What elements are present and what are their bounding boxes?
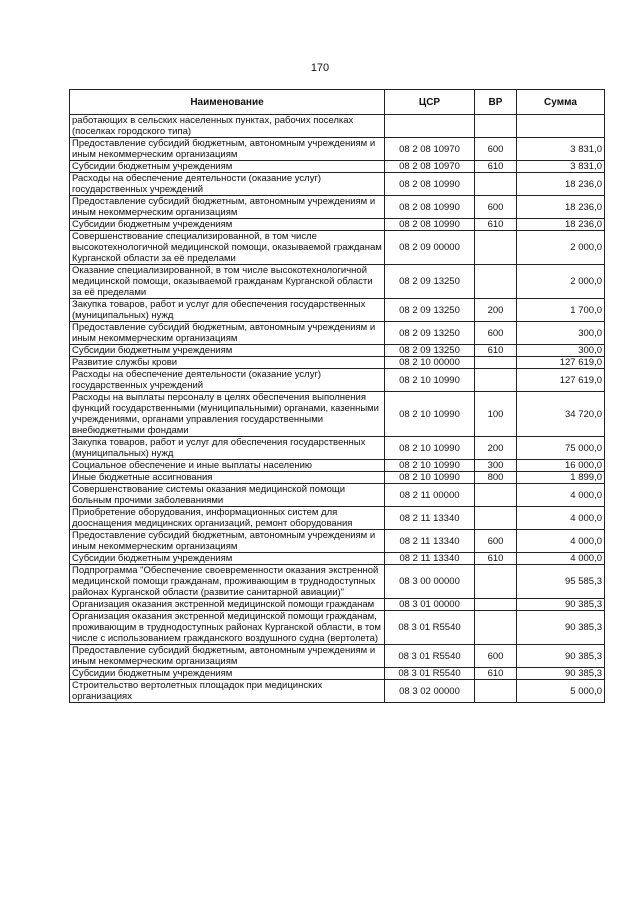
cell-name: Предоставление субсидий бюджетным, автономным учреждениям и иным некоммерческим организациям [70, 530, 385, 553]
cell-sum: 3 831,0 [517, 161, 605, 173]
cell-sum: 4 000,0 [517, 530, 605, 553]
cell-csr: 08 2 11 13340 [385, 507, 475, 530]
cell-name: Предоставление субсидий бюджетным, автономным учреждениям и иным некоммерческим организациям [70, 138, 385, 161]
cell-name: Организация оказания экстренной медицинской помощи гражданам, проживающим в труднодоступных районах Курганской области, в том числе с использованием гражданского воздушного судна (вертолета) [70, 611, 385, 645]
cell-csr: 08 2 10 00000 [385, 357, 475, 369]
cell-name: Оказание специализированной, в том числе высокотехнологичной медицинской помощи, оказываемой гражданам Курганской области за её пределами [70, 265, 385, 299]
cell-name: Подпрограмма "Обеспечение своевременности оказания экстренной медицинской помощи гражданам, проживающим в труднодоступных районах Курганской области (развитие санитарной авиации)" [70, 565, 385, 599]
table-row [70, 115, 605, 138]
cell-sum: 5 000,0 [517, 680, 605, 703]
cell-csr: 08 2 11 13340 [385, 553, 475, 565]
cell-name: Совершенствование системы оказания медицинской помощи больным прочими заболеваниями [70, 484, 385, 507]
cell-csr: 08 2 09 13250 [385, 299, 475, 322]
cell-vr [475, 115, 517, 138]
table-row [70, 161, 605, 173]
cell-csr: 08 2 10 10990 [385, 460, 475, 472]
cell-name: Развитие службы крови [70, 357, 385, 369]
cell-vr [475, 231, 517, 265]
cell-csr: 08 3 01 R5540 [385, 668, 475, 680]
cell-vr [475, 599, 517, 611]
cell-csr: 08 3 01 R5540 [385, 645, 475, 668]
cell-name: работающих в сельских населенных пунктах, рабочих поселках (поселках городского типа) [70, 115, 385, 138]
table-row [70, 599, 605, 611]
cell-sum: 4 000,0 [517, 553, 605, 565]
cell-sum: 34 720,0 [517, 392, 605, 437]
cell-vr: 610 [475, 161, 517, 173]
cell-csr: 08 2 08 10990 [385, 219, 475, 231]
cell-csr: 08 3 01 R5540 [385, 611, 475, 645]
table-row [70, 530, 605, 553]
cell-csr: 08 2 08 10990 [385, 196, 475, 219]
cell-vr: 610 [475, 345, 517, 357]
cell-name: Закупка товаров, работ и услуг для обеспечения государственных (муниципальных) нужд [70, 437, 385, 460]
table-row [70, 345, 605, 357]
table-row [70, 392, 605, 437]
table-row [70, 460, 605, 472]
cell-sum: 18 236,0 [517, 173, 605, 196]
table-body [70, 115, 605, 703]
cell-csr: 08 3 01 00000 [385, 599, 475, 611]
table-row [70, 472, 605, 484]
cell-sum: 90 385,3 [517, 668, 605, 680]
table-row [70, 565, 605, 599]
page-number: 170 [310, 62, 330, 74]
cell-vr [475, 173, 517, 196]
table-row [70, 645, 605, 668]
cell-name: Совершенствование специализированной, в том числе высокотехнологичной медицинской помощи, оказываемой гражданам Курганской области за её пределами [70, 231, 385, 265]
cell-name: Расходы на обеспечение деятельности (оказание услуг) государственных учреждений [70, 173, 385, 196]
cell-csr: 08 2 09 13250 [385, 265, 475, 299]
cell-name: Субсидии бюджетным учреждениям [70, 219, 385, 231]
cell-sum: 90 385,3 [517, 611, 605, 645]
cell-vr: 610 [475, 219, 517, 231]
table-row [70, 611, 605, 645]
cell-csr: 08 2 10 10990 [385, 369, 475, 392]
cell-csr [385, 115, 475, 138]
cell-name: Расходы на обеспечение деятельности (оказание услуг) государственных учреждений [70, 369, 385, 392]
cell-sum: 300,0 [517, 345, 605, 357]
cell-vr: 600 [475, 196, 517, 219]
cell-csr: 08 2 08 10990 [385, 173, 475, 196]
cell-vr: 610 [475, 553, 517, 565]
cell-name: Социальное обеспечение и иные выплаты населению [70, 460, 385, 472]
header-csr: ЦСР [385, 90, 475, 115]
cell-vr [475, 680, 517, 703]
table-row [70, 680, 605, 703]
cell-vr [475, 611, 517, 645]
cell-sum: 300,0 [517, 322, 605, 345]
cell-sum: 90 385,3 [517, 599, 605, 611]
table-row [70, 357, 605, 369]
cell-name: Предоставление субсидий бюджетным, автономным учреждениям и иным некоммерческим организациям [70, 322, 385, 345]
cell-csr: 08 3 00 00000 [385, 565, 475, 599]
table-row [70, 196, 605, 219]
cell-csr: 08 2 11 00000 [385, 484, 475, 507]
cell-sum: 2 000,0 [517, 265, 605, 299]
cell-csr: 08 2 08 10970 [385, 138, 475, 161]
cell-name: Организация оказания экстренной медицинской помощи гражданам [70, 599, 385, 611]
cell-vr: 200 [475, 299, 517, 322]
cell-name: Иные бюджетные ассигнования [70, 472, 385, 484]
cell-sum: 3 831,0 [517, 138, 605, 161]
cell-name: Строительство вертолетных площадок при медицинских организациях [70, 680, 385, 703]
cell-sum: 127 619,0 [517, 369, 605, 392]
cell-vr [475, 265, 517, 299]
table-row [70, 231, 605, 265]
cell-csr: 08 2 10 10990 [385, 437, 475, 460]
cell-csr: 08 2 11 13340 [385, 530, 475, 553]
cell-vr: 300 [475, 460, 517, 472]
cell-vr: 600 [475, 138, 517, 161]
cell-vr: 600 [475, 530, 517, 553]
cell-sum: 95 585,3 [517, 565, 605, 599]
cell-sum: 2 000,0 [517, 231, 605, 265]
cell-sum [517, 115, 605, 138]
cell-sum: 4 000,0 [517, 507, 605, 530]
cell-vr [475, 484, 517, 507]
cell-csr: 08 2 10 10990 [385, 472, 475, 484]
table-row [70, 299, 605, 322]
cell-sum: 18 236,0 [517, 196, 605, 219]
cell-vr: 610 [475, 668, 517, 680]
cell-name: Предоставление субсидий бюджетным, автономным учреждениям и иным некоммерческим организациям [70, 196, 385, 219]
cell-sum: 90 385,3 [517, 645, 605, 668]
cell-vr: 800 [475, 472, 517, 484]
cell-sum: 18 236,0 [517, 219, 605, 231]
header-vr: ВР [475, 90, 517, 115]
header-sum: Сумма [517, 90, 605, 115]
cell-vr [475, 357, 517, 369]
table-row [70, 173, 605, 196]
cell-csr: 08 2 08 10970 [385, 161, 475, 173]
budget-table [69, 89, 605, 703]
cell-name: Субсидии бюджетным учреждениям [70, 668, 385, 680]
cell-name: Субсидии бюджетным учреждениям [70, 553, 385, 565]
table-row [70, 553, 605, 565]
cell-vr [475, 565, 517, 599]
cell-csr: 08 2 09 13250 [385, 322, 475, 345]
cell-sum: 16 000,0 [517, 460, 605, 472]
cell-vr: 200 [475, 437, 517, 460]
table-row [70, 507, 605, 530]
cell-vr: 600 [475, 322, 517, 345]
cell-name: Закупка товаров, работ и услуг для обеспечения государственных (муниципальных) нужд [70, 299, 385, 322]
table-header-row [70, 90, 605, 115]
cell-sum: 127 619,0 [517, 357, 605, 369]
cell-sum: 1 700,0 [517, 299, 605, 322]
cell-csr: 08 3 02 00000 [385, 680, 475, 703]
table-row [70, 484, 605, 507]
table-row [70, 138, 605, 161]
cell-csr: 08 2 09 00000 [385, 231, 475, 265]
table-row [70, 322, 605, 345]
cell-vr: 100 [475, 392, 517, 437]
cell-name: Субсидии бюджетным учреждениям [70, 345, 385, 357]
header-name: Наименование [70, 90, 385, 115]
cell-csr: 08 2 09 13250 [385, 345, 475, 357]
cell-vr: 600 [475, 645, 517, 668]
table-row [70, 437, 605, 460]
cell-vr [475, 369, 517, 392]
table-row [70, 265, 605, 299]
cell-sum: 4 000,0 [517, 484, 605, 507]
cell-vr [475, 507, 517, 530]
table-row [70, 668, 605, 680]
table-row [70, 219, 605, 231]
cell-name: Предоставление субсидий бюджетным, автономным учреждениям и иным некоммерческим организациям [70, 645, 385, 668]
cell-sum: 1 899,0 [517, 472, 605, 484]
cell-name: Субсидии бюджетным учреждениям [70, 161, 385, 173]
cell-csr: 08 2 10 10990 [385, 392, 475, 437]
table-row [70, 369, 605, 392]
cell-name: Расходы на выплаты персоналу в целях обеспечения выполнения функций государственными (муниципальными) органами, казенными учреждениями, органами управления государственными внебюджетными фондами [70, 392, 385, 437]
cell-name: Приобретение оборудования, информационных систем для дооснащения медицинских организаций, ремонт оборудования [70, 507, 385, 530]
cell-sum: 75 000,0 [517, 437, 605, 460]
